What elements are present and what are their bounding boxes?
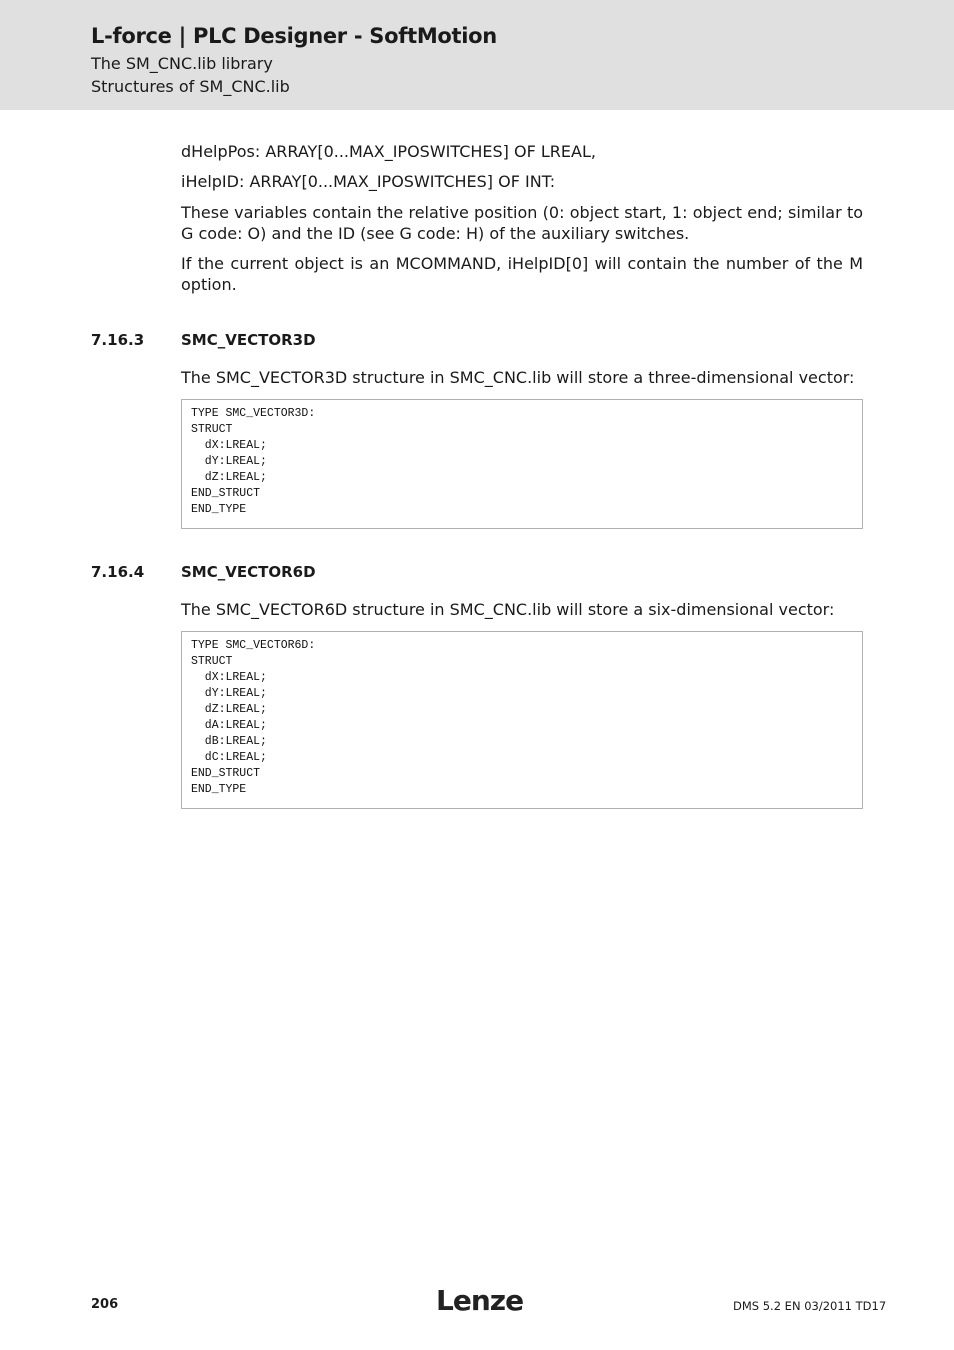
document-title: L-force | PLC Designer - SoftMotion	[91, 24, 497, 48]
paragraph-variables: These variables contain the relative position (0: object start, 1: object end; similar to G code: O) and the ID (see G code: H) of the auxiliary switches.	[181, 203, 863, 243]
paragraph-vector6d: The SMC_VECTOR6D structure in SMC_CNC.lib will store a six-dimensional vector:	[181, 600, 835, 619]
section-heading-vector6d: SMC_VECTOR6D	[181, 563, 316, 581]
section-title: Structures of SM_CNC.lib	[91, 77, 290, 96]
code-line-ihelpid: iHelpID: ARRAY[0...MAX_IPOSWITCHES] OF INT:	[181, 172, 556, 191]
section-number-7-16-3: 7.16.3	[91, 331, 145, 349]
code-line-dhelppos: dHelpPos: ARRAY[0...MAX_IPOSWITCHES] OF LREAL,	[181, 142, 596, 161]
paragraph-vector3d: The SMC_VECTOR3D structure in SMC_CNC.lib will store a three-dimensional vector:	[181, 368, 855, 387]
code-text-vector3d: TYPE SMC_VECTOR3D: STRUCT dX:LREAL; dY:LREAL; dZ:LREAL; END_STRUCT END_TYPE	[191, 407, 316, 516]
chapter-title: The SM_CNC.lib library	[91, 54, 273, 73]
paragraph-mcommand: If the current object is an MCOMMAND, iHelpID[0] will contain the number of the M option.	[181, 254, 863, 294]
document-reference: DMS 5.2 EN 03/2011 TD17	[733, 1299, 887, 1313]
page-number: 206	[91, 1297, 119, 1312]
code-text-vector6d: TYPE SMC_VECTOR6D: STRUCT dX:LREAL; dY:LREAL; dZ:LREAL; dA:LREAL; dB:LREAL; dC:LREAL; END_STRUCT END_TYPE	[191, 639, 316, 796]
page-header	[0, 0, 954, 110]
section-heading-vector3d: SMC_VECTOR3D	[181, 331, 316, 349]
code-block-vector3d	[181, 399, 863, 529]
lenze-logo: Lenze	[436, 1284, 524, 1317]
section-number-7-16-4: 7.16.4	[91, 563, 145, 581]
code-block-vector6d	[181, 631, 863, 809]
